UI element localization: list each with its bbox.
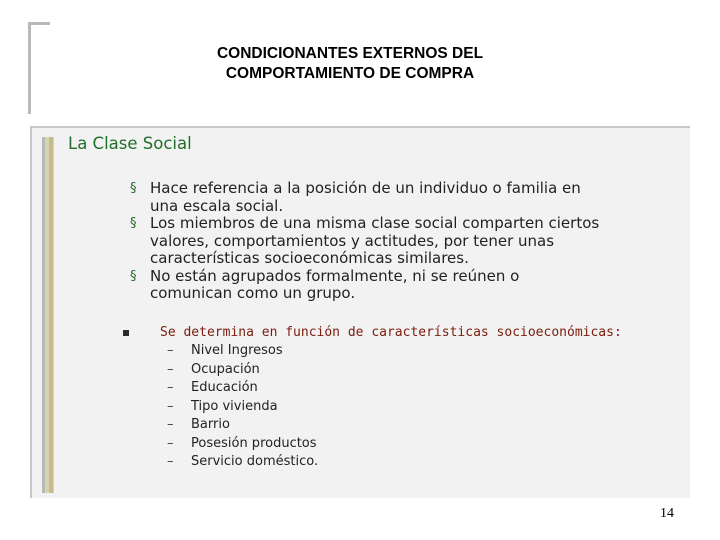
bullet-text-line: No están agrupados formalmente, ni se reúnen o <box>150 266 520 285</box>
criteria-item <box>123 342 663 361</box>
bullet-text-line: Hace referencia a la posición de un individuo o familia en <box>150 179 581 197</box>
dash-marker: – <box>167 398 174 414</box>
criteria-item-label: Posesión productos <box>191 435 317 451</box>
bullet-item <box>130 268 690 303</box>
criteria-item-label: Educación <box>191 380 258 395</box>
criteria-item-label: Nivel Ingresos <box>191 343 283 358</box>
dash-marker: – <box>167 435 174 451</box>
slide-title-line-2: COMPORTAMIENTO DE COMPRA <box>225 65 475 82</box>
bullet-text-line: características socioeconómicas similares. <box>150 249 469 267</box>
criteria-list <box>123 342 663 472</box>
dash-marker: – <box>167 380 174 395</box>
criteria-item <box>123 361 663 380</box>
square-bullet-icon <box>123 330 129 336</box>
bullet-item <box>130 180 690 215</box>
dash-marker: – <box>167 343 174 358</box>
dash-marker: – <box>167 454 174 469</box>
bullet-text-line: Los miembros de una misma clase social comparten ciertos <box>150 214 600 232</box>
section-title: La Clase Social <box>68 134 192 153</box>
sub-heading-text: Se determina en función de características socioeconómicas: <box>160 325 622 340</box>
bullet-marker: § <box>130 181 137 196</box>
bullet-text-line: una escala social. <box>150 196 284 215</box>
bullet-text-line: comunican como un grupo. <box>150 284 356 302</box>
page-number: 14 <box>660 506 674 521</box>
criteria-item-label: Ocupación <box>191 361 260 377</box>
criteria-item <box>123 416 663 435</box>
sub-heading <box>123 324 663 342</box>
bullet-item <box>130 215 690 268</box>
criteria-item-label: Tipo vivienda <box>191 398 278 414</box>
bullet-marker: § <box>130 216 137 231</box>
bullet-marker: § <box>130 268 137 284</box>
bullet-text-line: valores, comportamientos y actitudes, por tener unas <box>150 231 555 250</box>
slide-title <box>150 44 550 84</box>
dash-marker: – <box>167 417 174 432</box>
criteria-item-label: Servicio doméstico. <box>191 454 319 469</box>
dash-marker: – <box>167 361 174 377</box>
criteria-item <box>123 379 663 398</box>
slide-title-line-1: CONDICIONANTES EXTERNOS DEL <box>216 45 484 62</box>
socioeconomic-criteria-block <box>123 324 663 472</box>
slide-frame-decoration <box>28 22 50 114</box>
criteria-item-label: Barrio <box>191 417 230 432</box>
bullet-list <box>130 180 690 303</box>
criteria-item <box>123 398 663 417</box>
criteria-item <box>123 453 663 472</box>
criteria-item <box>123 435 663 454</box>
side-accent-bar-inner <box>49 137 53 493</box>
